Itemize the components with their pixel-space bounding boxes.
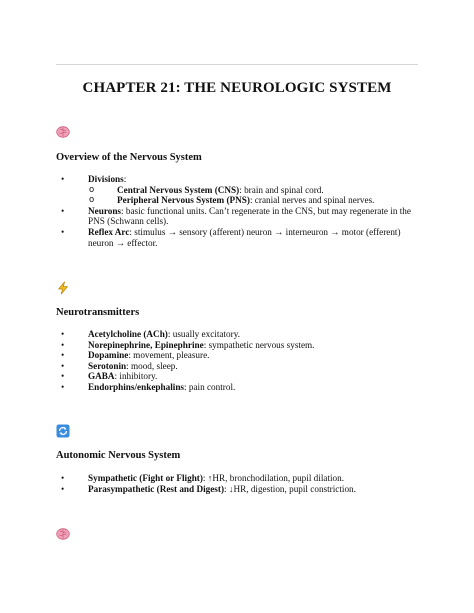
list-item: [56, 382, 418, 393]
brain-icon: [56, 125, 70, 139]
brain-icon: [56, 527, 70, 541]
list-item: [56, 206, 418, 227]
item-text: : inhibitory.: [114, 371, 158, 382]
item-text: : brain and spinal cord.: [239, 184, 324, 195]
item-text: : basic functional units. Can’t regenerate in the CNS, but may regenerate in the PNS (Schwann cells).: [88, 205, 411, 227]
item-term: Neurons: [88, 205, 122, 216]
cycle-icon: [56, 424, 70, 438]
section-heading: Neurotransmitters: [56, 307, 140, 318]
list-item: [56, 371, 418, 382]
item-term: Dopamine: [88, 350, 129, 361]
lightning-icon: [56, 281, 70, 295]
header-rule: [56, 64, 418, 65]
list-item: [56, 340, 418, 351]
item-text: : mood, sleep.: [126, 360, 178, 371]
section-heading: Overview of the Nervous System: [56, 152, 202, 163]
item-text: : stimulus → sensory (afferent) neuron → interneuron → motor (efferent) neuron → effector.: [88, 226, 401, 248]
item-term: Central Nervous System (CNS): [117, 184, 240, 195]
list-item: [56, 227, 418, 248]
item-text: : pain control.: [184, 381, 236, 392]
item-term: Endorphins/enkephalins: [88, 381, 185, 392]
divisions-sublist: [88, 185, 418, 206]
sublist-item: [88, 185, 418, 196]
list-item: [56, 174, 418, 206]
item-term: Divisions: [88, 174, 124, 184]
item-term: Parasympathetic (Rest and Digest): [88, 483, 225, 494]
overview-list: [56, 174, 418, 248]
item-term: GABA: [88, 371, 115, 382]
list-item: [56, 361, 418, 372]
list-item: [56, 329, 418, 340]
list-item: [56, 473, 418, 484]
item-term: Serotonin: [88, 360, 127, 371]
item-term: Sympathetic (Fight or Flight): [88, 473, 203, 483]
section-heading: Autonomic Nervous System: [56, 450, 181, 461]
item-term: Norepinephrine, Epinephrine: [88, 339, 204, 350]
item-text: :: [123, 174, 127, 184]
item-text: : sympathetic nervous system.: [203, 339, 315, 350]
sublist-item: [88, 195, 418, 206]
list-item: [56, 350, 418, 361]
autonomic-list: [56, 473, 418, 494]
item-term: Peripheral Nervous System (PNS): [117, 195, 250, 206]
list-item: [56, 484, 418, 495]
item-term: Acetylcholine (ACh): [88, 329, 168, 339]
item-text: : ↓HR, digestion, pupil constriction.: [224, 483, 356, 494]
item-text: : ↑HR, bronchodilation, pupil dilation.: [202, 473, 345, 483]
item-text: : movement, pleasure.: [128, 350, 210, 361]
item-text: : cranial nerves and spinal nerves.: [249, 195, 375, 206]
item-text: : usually excitatory.: [167, 329, 240, 339]
item-term: Reflex Arc: [88, 226, 130, 237]
page-title: CHAPTER 21: THE NEUROLOGIC SYSTEM: [82, 80, 392, 96]
neurotransmitters-list: [56, 329, 418, 393]
